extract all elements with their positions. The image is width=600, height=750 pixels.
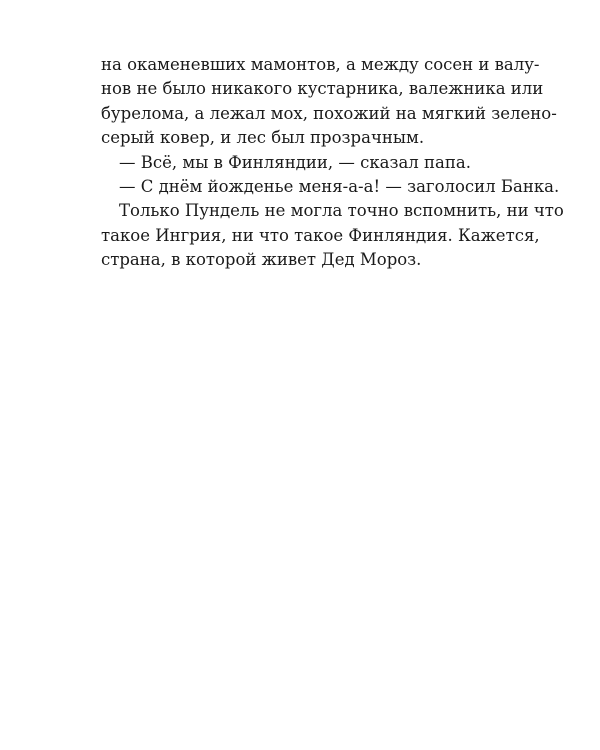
text-line: нов не было никакого кустарника, валежника или — [101, 79, 544, 99]
body-text — [101, 53, 564, 273]
dialogue-line: — Всё, мы в Финляндии, — сказал папа. — [119, 152, 471, 172]
paragraph-line: Только Пундель не могла точно вспомнить, ни что — [119, 201, 564, 221]
text-line: бурелома, а лежал мох, похожий на мягкий зелено- — [101, 103, 557, 123]
dialogue-line: — С днём йожденье меня-а-а! — заголосил Банка. — [119, 177, 560, 197]
text-line: на окаменевших мамонтов, а между сосен и валу- — [101, 55, 540, 74]
text-line: такое Ингрия, ни что такое Финляндия. Кажется, — [101, 225, 540, 245]
text-line: страна, в которой живет Дед Мороз. — [101, 250, 422, 270]
text-line: серый ковер, и лес был прозрачным. — [101, 128, 425, 148]
